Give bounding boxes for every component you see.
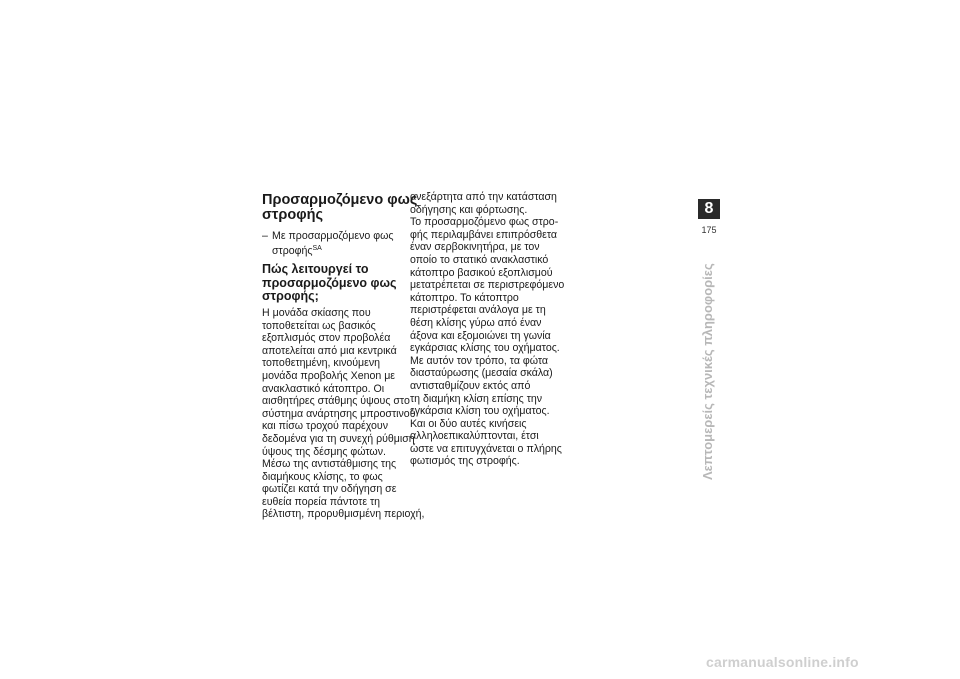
text-line: ανεξάρτητα από την κατάσταση xyxy=(410,191,557,203)
text-line: φωτισμός της στροφής. xyxy=(410,455,520,468)
text-line: ώστε να επιτυγχάνεται ο πλήρης xyxy=(410,442,562,455)
bullet-line: στροφής xyxy=(272,244,313,257)
text-line: Η μονάδα σκίασης που xyxy=(262,306,371,319)
text-line: τοποθετείται ως βασικός xyxy=(262,319,376,332)
chapter-side-title: Λεπτομερείς τεχνικές πληροφορίες xyxy=(700,263,715,480)
text-line: Με αυτόν τον τρόπο, τα φώτα xyxy=(410,354,549,367)
text-line: Και οι δύο αυτές κινήσεις xyxy=(410,417,527,430)
bullet-dash: – xyxy=(262,230,268,242)
text-line: ανακλαστικό κάτοπτρο. Οι xyxy=(262,382,385,395)
text-line: αποτελείται από μια κεντρικά xyxy=(262,344,397,357)
text-line: περιστρέφεται ανάλογα με τη xyxy=(410,304,546,317)
bullet-line: Με προσαρμοζόμενο φως xyxy=(272,230,394,242)
text-line: μονάδα προβολής Xenon με xyxy=(262,369,396,382)
text-line: ύψους της δέσμης φώτων. xyxy=(262,445,386,458)
text-line: διαμήκους κλίσης, το φως xyxy=(262,470,383,483)
subheading-line: στροφής; xyxy=(262,289,319,304)
watermark: carmanualsonline.info xyxy=(706,654,859,670)
text-line: αντισταθμίζουν εκτός από xyxy=(410,379,531,392)
text-line: άξονα και εξομοιώνει τη γωνία xyxy=(410,329,551,342)
subheading xyxy=(262,263,402,304)
text-line: σύστημα ανάρτησης μπροστινού xyxy=(262,407,416,420)
text-line: τοποθετημένη, κινούμενη xyxy=(262,357,381,370)
option-code: SA xyxy=(312,244,322,252)
text-line: Μέσω της αντιστάθμισης της xyxy=(262,458,397,471)
body-paragraph xyxy=(262,306,425,521)
text-line: κάτοπτρο βασικού εξοπλισμού xyxy=(410,266,553,279)
option-bullet xyxy=(262,230,402,257)
text-line: αλληλοεπικαλύπτονται, έτσι xyxy=(410,430,539,443)
text-line: αισθητήρες στάθμης ύψους στο xyxy=(262,395,410,408)
text-line: εγκάρσιας κλίσης του οχήματος. xyxy=(410,342,560,355)
left-column xyxy=(262,192,425,521)
chapter-number: 8 xyxy=(698,199,720,219)
title-line: στροφής xyxy=(262,207,323,223)
text-line: Το προσαρμοζόμενο φως στρο- xyxy=(410,216,559,229)
text-line: φής περιλαμβάνει επιπρόσθετα xyxy=(410,228,558,241)
text-line: κάτοπτρο. Το κάτοπτρο xyxy=(410,291,519,304)
page-number: 175 xyxy=(701,225,717,235)
subheading-line: Πώς λειτουργεί το xyxy=(262,262,369,277)
bullet-text xyxy=(272,230,393,257)
text-line: έναν σερβοκινητήρα, με τον xyxy=(410,241,540,254)
right-column xyxy=(410,191,565,468)
text-line: θέση κλίσης γύρω από έναν xyxy=(410,316,542,329)
text-line: και πίσω τροχού παρέχουν xyxy=(262,420,389,433)
text-line: ευθεία πορεία πάντοτε τη xyxy=(262,495,381,508)
text-line: μετατρέπεται σε περιστρεφόμενο xyxy=(410,279,565,292)
text-line: βέλτιστη, προρυθμισμένη περιοχή, xyxy=(262,508,425,521)
text-line: εξοπλισμός στον προβολέα xyxy=(262,332,391,345)
bullet-line-2 xyxy=(272,243,393,258)
text-line: οποίο το στατικό ανακλαστικό xyxy=(410,253,549,266)
title-line: Προσαρμοζόμενο φως xyxy=(262,192,418,208)
text-line: διασταύρωσης (μεσαία σκάλα) xyxy=(410,367,553,380)
text-line: τη διαμήκη κλίση επίσης την xyxy=(410,392,543,405)
subheading-line: προσαρμοζόμενο φως xyxy=(262,275,397,290)
text-line: οδήγησης και φόρτωσης. xyxy=(410,203,528,216)
chapter-marker xyxy=(698,199,720,241)
text-line: εγκάρσια κλίση του οχήματος. xyxy=(410,405,550,418)
text-line: φωτίζει κατά την οδήγηση σε xyxy=(262,483,397,496)
text-line: δεδομένα για τη συνεχή ρύθμιση xyxy=(262,432,415,445)
section-title xyxy=(262,192,418,223)
